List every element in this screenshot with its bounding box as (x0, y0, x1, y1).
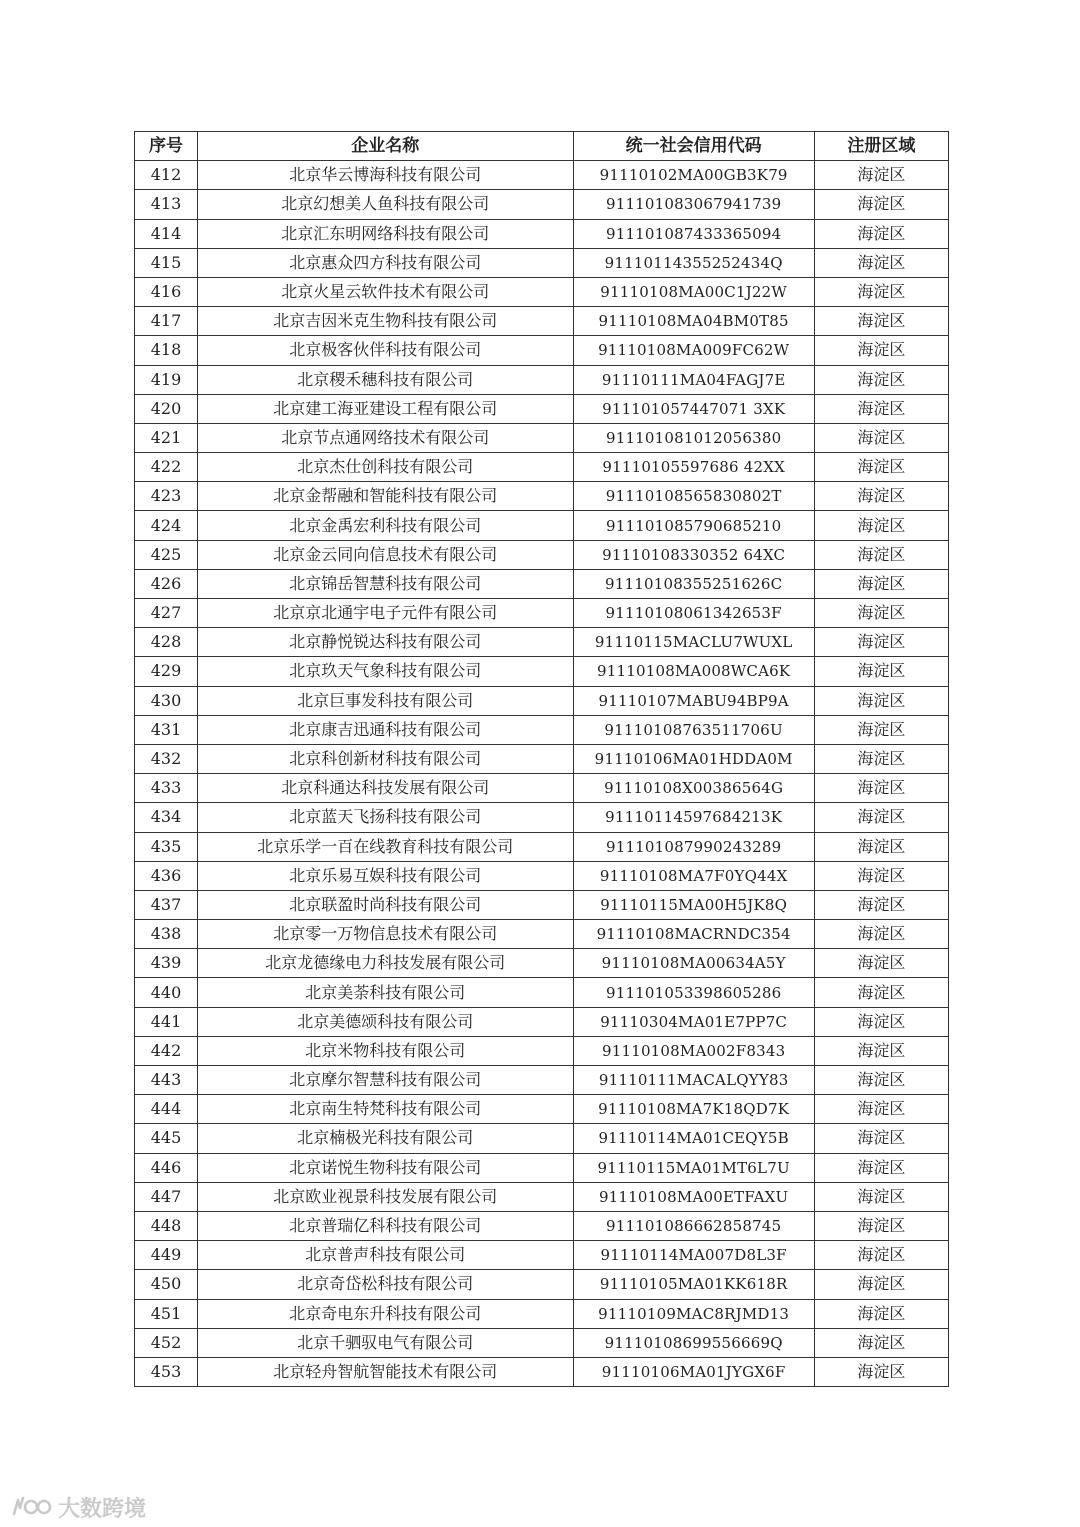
registered-area-cell: 海淀区 (814, 248, 948, 277)
credit-code-cell: 91110105MA01KK618R (573, 1270, 814, 1299)
serial-number-cell: 445 (135, 1124, 198, 1153)
serial-number-cell: 435 (135, 832, 198, 861)
credit-code-cell: 911101081012056380 (573, 423, 814, 452)
serial-number-cell: 429 (135, 657, 198, 686)
registered-area-cell: 海淀区 (814, 1095, 948, 1124)
credit-code-cell: 91110108MA04BM0T85 (573, 307, 814, 336)
table-row (135, 657, 949, 686)
serial-number-cell: 447 (135, 1182, 198, 1211)
credit-code-cell: 911101086662858745 (573, 1211, 814, 1240)
table-row (135, 1124, 949, 1153)
company-name-cell: 北京科创新材科技有限公司 (198, 744, 573, 773)
registered-area-cell: 海淀区 (814, 453, 948, 482)
company-name-cell: 北京乐学一百在线教育科技有限公司 (198, 832, 573, 861)
table-row (135, 161, 949, 190)
registered-area-cell: 海淀区 (814, 599, 948, 628)
table-row (135, 248, 949, 277)
table-row (135, 1153, 949, 1182)
registered-area-cell: 海淀区 (814, 277, 948, 306)
registered-area-cell: 海淀区 (814, 1241, 948, 1270)
credit-code-cell: 91110108MACRNDC354 (573, 920, 814, 949)
company-list-table (134, 131, 949, 1387)
watermark (10, 1491, 146, 1523)
serial-number-cell: 427 (135, 599, 198, 628)
credit-code-cell: 91110108MA00634A5Y (573, 949, 814, 978)
serial-number-cell: 437 (135, 890, 198, 919)
table-row (135, 365, 949, 394)
registered-area-cell: 海淀区 (814, 861, 948, 890)
company-name-cell: 北京金禹宏利科技有限公司 (198, 511, 573, 540)
company-name-cell: 北京极客伙伴科技有限公司 (198, 336, 573, 365)
serial-number-cell: 413 (135, 190, 198, 219)
company-name-cell: 北京节点通网络技术有限公司 (198, 423, 573, 452)
serial-number-cell: 423 (135, 482, 198, 511)
table-row (135, 190, 949, 219)
table-row (135, 219, 949, 248)
table-row (135, 774, 949, 803)
credit-code-cell: 91110115MA01MT6L7U (573, 1153, 814, 1182)
company-name-cell: 北京康吉迅通科技有限公司 (198, 715, 573, 744)
table-row (135, 744, 949, 773)
table-row (135, 423, 949, 452)
header-credit-code: 统一社会信用代码 (573, 132, 814, 161)
serial-number-cell: 431 (135, 715, 198, 744)
serial-number-cell: 440 (135, 978, 198, 1007)
company-name-cell: 北京摩尔智慧科技有限公司 (198, 1066, 573, 1095)
registered-area-cell: 海淀区 (814, 803, 948, 832)
serial-number-cell: 444 (135, 1095, 198, 1124)
company-name-cell: 北京南生特梵科技有限公司 (198, 1095, 573, 1124)
registered-area-cell: 海淀区 (814, 394, 948, 423)
registered-area-cell: 海淀区 (814, 744, 948, 773)
company-name-cell: 北京轻舟智航智能技术有限公司 (198, 1357, 573, 1386)
credit-code-cell: 91110114MA007D8L3F (573, 1241, 814, 1270)
company-name-cell: 北京巨事发科技有限公司 (198, 686, 573, 715)
table-row (135, 832, 949, 861)
serial-number-cell: 417 (135, 307, 198, 336)
serial-number-cell: 449 (135, 1241, 198, 1270)
company-name-cell: 北京千驷驭电气有限公司 (198, 1328, 573, 1357)
company-name-cell: 北京诺悦生物科技有限公司 (198, 1153, 573, 1182)
table-row (135, 1357, 949, 1386)
company-name-cell: 北京美荼科技有限公司 (198, 978, 573, 1007)
credit-code-cell: 911101087990243289 (573, 832, 814, 861)
registered-area-cell: 海淀区 (814, 978, 948, 1007)
serial-number-cell: 448 (135, 1211, 198, 1240)
registered-area-cell: 海淀区 (814, 715, 948, 744)
watermark-text: 大数跨境 (58, 1496, 147, 1522)
credit-code-cell: 91110108MA7F0YQ44X (573, 861, 814, 890)
table-row (135, 686, 949, 715)
company-name-cell: 北京汇东明网络科技有限公司 (198, 219, 573, 248)
company-name-cell: 北京静悦锐达科技有限公司 (198, 628, 573, 657)
registered-area-cell: 海淀区 (814, 161, 948, 190)
table-row (135, 277, 949, 306)
credit-code-cell: 91110108763511706U (573, 715, 814, 744)
table-header-row (135, 132, 949, 161)
company-name-cell: 北京吉因米克生物科技有限公司 (198, 307, 573, 336)
credit-code-cell: 91110115MACLU7WUXL (573, 628, 814, 657)
company-name-cell: 北京欧业视景科技发展有限公司 (198, 1182, 573, 1211)
table-row (135, 453, 949, 482)
table-row (135, 336, 949, 365)
company-name-cell: 北京零一万物信息技术有限公司 (198, 920, 573, 949)
serial-number-cell: 439 (135, 949, 198, 978)
serial-number-cell: 424 (135, 511, 198, 540)
credit-code-cell: 91110108699556669Q (573, 1328, 814, 1357)
registered-area-cell: 海淀区 (814, 949, 948, 978)
company-name-cell: 北京惠众四方科技有限公司 (198, 248, 573, 277)
company-name-cell: 北京建工海亚建设工程有限公司 (198, 394, 573, 423)
table-row (135, 1007, 949, 1036)
table-row (135, 1211, 949, 1240)
serial-number-cell: 412 (135, 161, 198, 190)
table-row (135, 1241, 949, 1270)
company-name-cell: 北京稷禾穗科技有限公司 (198, 365, 573, 394)
credit-code-cell: 91110108MA002F8343 (573, 1036, 814, 1065)
registered-area-cell: 海淀区 (814, 1357, 948, 1386)
credit-code-cell: 91110108061342653F (573, 599, 814, 628)
header-registered-area: 注册区域 (814, 132, 948, 161)
credit-code-cell: 91110108X00386564G (573, 774, 814, 803)
registered-area-cell: 海淀区 (814, 1270, 948, 1299)
table-row (135, 1328, 949, 1357)
table-body (135, 161, 949, 1387)
registered-area-cell: 海淀区 (814, 190, 948, 219)
credit-code-cell: 911101085790685210 (573, 511, 814, 540)
credit-code-cell: 91110108MA7K18QD7K (573, 1095, 814, 1124)
table-row (135, 307, 949, 336)
table-row (135, 511, 949, 540)
table-row (135, 890, 949, 919)
registered-area-cell: 海淀区 (814, 1211, 948, 1240)
company-name-cell: 北京普声科技有限公司 (198, 1241, 573, 1270)
serial-number-cell: 446 (135, 1153, 198, 1182)
company-name-cell: 北京京北通宇电子元件有限公司 (198, 599, 573, 628)
table-row (135, 482, 949, 511)
company-name-cell: 北京龙德缘电力科技发展有限公司 (198, 949, 573, 978)
credit-code-cell: 91110108355251626C (573, 569, 814, 598)
company-name-cell: 北京金云同向信息技术有限公司 (198, 540, 573, 569)
serial-number-cell: 442 (135, 1036, 198, 1065)
registered-area-cell: 海淀区 (814, 307, 948, 336)
serial-number-cell: 414 (135, 219, 198, 248)
registered-area-cell: 海淀区 (814, 890, 948, 919)
company-name-cell: 北京楠极光科技有限公司 (198, 1124, 573, 1153)
company-name-cell: 北京玖天气象科技有限公司 (198, 657, 573, 686)
credit-code-cell: 91110105597686 42XX (573, 453, 814, 482)
serial-number-cell: 434 (135, 803, 198, 832)
table-row (135, 861, 949, 890)
credit-code-cell: 91110111MA04FAGJ7E (573, 365, 814, 394)
registered-area-cell: 海淀区 (814, 920, 948, 949)
serial-number-cell: 441 (135, 1007, 198, 1036)
registered-area-cell: 海淀区 (814, 686, 948, 715)
credit-code-cell: 91110106MA01HDDA0M (573, 744, 814, 773)
serial-number-cell: 425 (135, 540, 198, 569)
credit-code-cell: 91110108MA00C1J22W (573, 277, 814, 306)
company-name-cell: 北京乐易互娱科技有限公司 (198, 861, 573, 890)
credit-code-cell: 911101057447071 3XK (573, 394, 814, 423)
serial-number-cell: 418 (135, 336, 198, 365)
credit-code-cell: 91110108MA008WCA6K (573, 657, 814, 686)
table-row (135, 715, 949, 744)
credit-code-cell: 911101087433365094 (573, 219, 814, 248)
serial-number-cell: 452 (135, 1328, 198, 1357)
table-row (135, 540, 949, 569)
serial-number-cell: 432 (135, 744, 198, 773)
registered-area-cell: 海淀区 (814, 365, 948, 394)
credit-code-cell: 91110108MA009FC62W (573, 336, 814, 365)
credit-code-cell: 91110114MA01CEQY5B (573, 1124, 814, 1153)
serial-number-cell: 426 (135, 569, 198, 598)
credit-code-cell: 911101083067941739 (573, 190, 814, 219)
registered-area-cell: 海淀区 (814, 1153, 948, 1182)
table-row (135, 1066, 949, 1095)
table-row (135, 949, 949, 978)
serial-number-cell: 415 (135, 248, 198, 277)
registered-area-cell: 海淀区 (814, 540, 948, 569)
credit-code-cell: 91110102MA00GB3K79 (573, 161, 814, 190)
table-row (135, 803, 949, 832)
table-row (135, 1299, 949, 1328)
company-name-cell: 北京金帮融和智能科技有限公司 (198, 482, 573, 511)
registered-area-cell: 海淀区 (814, 1036, 948, 1065)
credit-code-cell: 91110304MA01E7PP7C (573, 1007, 814, 1036)
serial-number-cell: 433 (135, 774, 198, 803)
registered-area-cell: 海淀区 (814, 832, 948, 861)
registered-area-cell: 海淀区 (814, 219, 948, 248)
credit-code-cell: 91110108565830802T (573, 482, 814, 511)
credit-code-cell: 91110115MA00H5JK8Q (573, 890, 814, 919)
credit-code-cell: 91110114597684213K (573, 803, 814, 832)
serial-number-cell: 419 (135, 365, 198, 394)
header-serial-number: 序号 (135, 132, 198, 161)
table-row (135, 1270, 949, 1299)
table-row (135, 599, 949, 628)
table-row (135, 1095, 949, 1124)
table-row (135, 569, 949, 598)
company-name-cell: 北京幻想美人鱼科技有限公司 (198, 190, 573, 219)
credit-code-cell: 91110106MA01JYGX6F (573, 1357, 814, 1386)
header-company-name: 企业名称 (198, 132, 573, 161)
registered-area-cell: 海淀区 (814, 1182, 948, 1211)
table-row (135, 1036, 949, 1065)
serial-number-cell: 428 (135, 628, 198, 657)
dashu-logo-icon (10, 1494, 54, 1520)
company-name-cell: 北京火星云软件技术有限公司 (198, 277, 573, 306)
registered-area-cell: 海淀区 (814, 774, 948, 803)
registered-area-cell: 海淀区 (814, 511, 948, 540)
credit-code-cell: 91110108MA00ETFAXU (573, 1182, 814, 1211)
registered-area-cell: 海淀区 (814, 569, 948, 598)
serial-number-cell: 422 (135, 453, 198, 482)
registered-area-cell: 海淀区 (814, 423, 948, 452)
serial-number-cell: 420 (135, 394, 198, 423)
serial-number-cell: 416 (135, 277, 198, 306)
table-row (135, 394, 949, 423)
serial-number-cell: 436 (135, 861, 198, 890)
registered-area-cell: 海淀区 (814, 1066, 948, 1095)
company-name-cell: 北京奇电东升科技有限公司 (198, 1299, 573, 1328)
company-name-cell: 北京联盈时尚科技有限公司 (198, 890, 573, 919)
table-row (135, 1182, 949, 1211)
registered-area-cell: 海淀区 (814, 336, 948, 365)
registered-area-cell: 海淀区 (814, 1328, 948, 1357)
credit-code-cell: 91110108330352 64XC (573, 540, 814, 569)
company-name-cell: 北京锦岳智慧科技有限公司 (198, 569, 573, 598)
serial-number-cell: 438 (135, 920, 198, 949)
credit-code-cell: 91110114355252434Q (573, 248, 814, 277)
credit-code-cell: 91110109MAC8RJMD13 (573, 1299, 814, 1328)
company-name-cell: 北京美德颂科技有限公司 (198, 1007, 573, 1036)
credit-code-cell: 91110107MABU94BP9A (573, 686, 814, 715)
company-name-cell: 北京奇岱松科技有限公司 (198, 1270, 573, 1299)
company-name-cell: 北京普瑞亿科科技有限公司 (198, 1211, 573, 1240)
serial-number-cell: 430 (135, 686, 198, 715)
company-name-cell: 北京科通达科技发展有限公司 (198, 774, 573, 803)
serial-number-cell: 453 (135, 1357, 198, 1386)
registered-area-cell: 海淀区 (814, 482, 948, 511)
registered-area-cell: 海淀区 (814, 657, 948, 686)
table-row (135, 628, 949, 657)
serial-number-cell: 451 (135, 1299, 198, 1328)
table-row (135, 978, 949, 1007)
company-name-cell: 北京华云博海科技有限公司 (198, 161, 573, 190)
company-name-cell: 北京杰仕创科技有限公司 (198, 453, 573, 482)
company-name-cell: 北京蓝天飞扬科技有限公司 (198, 803, 573, 832)
credit-code-cell: 911101053398605286 (573, 978, 814, 1007)
registered-area-cell: 海淀区 (814, 1124, 948, 1153)
credit-code-cell: 91110111MACALQYY83 (573, 1066, 814, 1095)
company-name-cell: 北京米物科技有限公司 (198, 1036, 573, 1065)
registered-area-cell: 海淀区 (814, 628, 948, 657)
serial-number-cell: 421 (135, 423, 198, 452)
table-row (135, 920, 949, 949)
registered-area-cell: 海淀区 (814, 1299, 948, 1328)
registered-area-cell: 海淀区 (814, 1007, 948, 1036)
serial-number-cell: 443 (135, 1066, 198, 1095)
serial-number-cell: 450 (135, 1270, 198, 1299)
